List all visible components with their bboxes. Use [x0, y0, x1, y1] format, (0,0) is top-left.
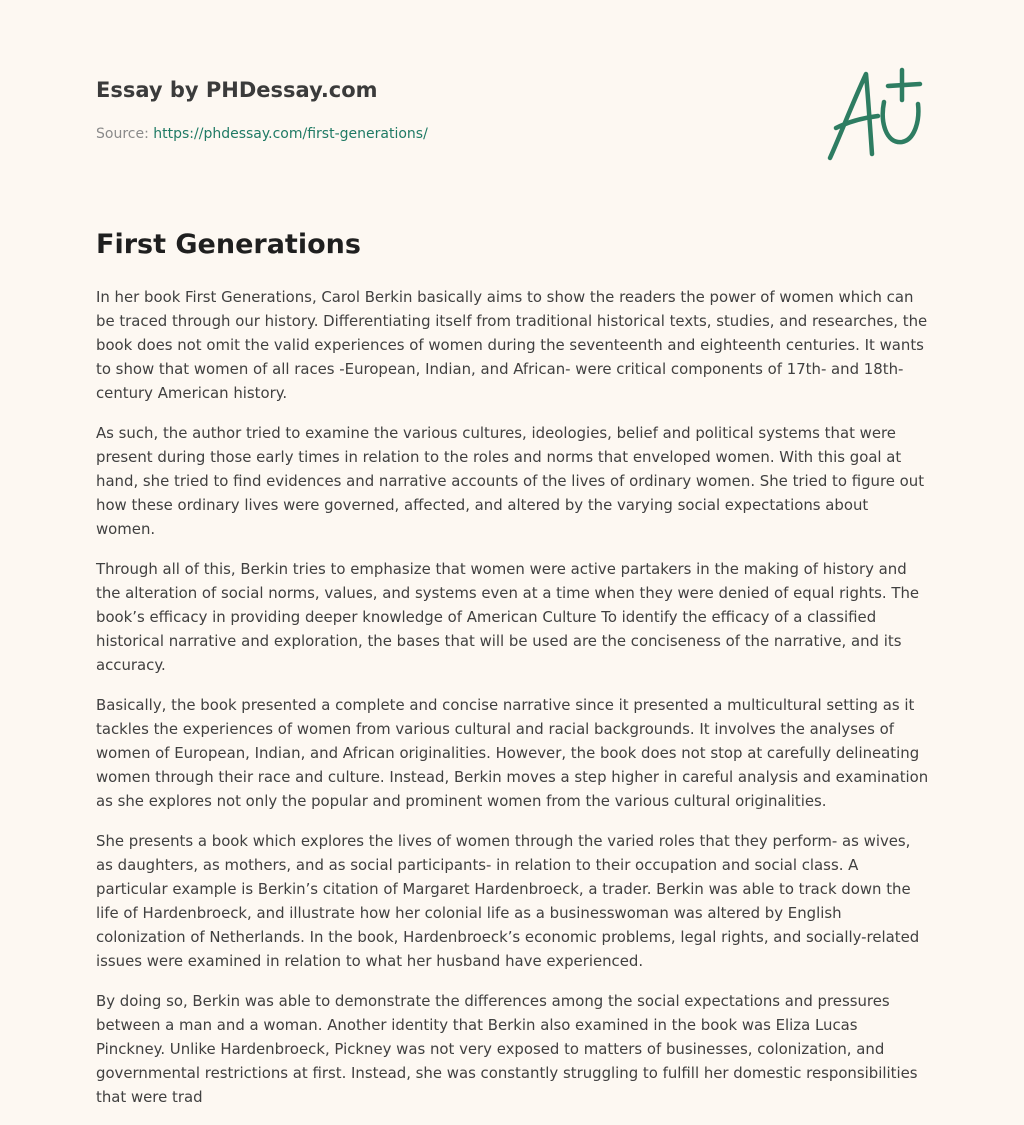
source-line	[96, 124, 696, 144]
article-title: First Generations	[96, 229, 361, 260]
a-plus-grade-icon	[822, 66, 926, 166]
article-paragraph: Through all of this, Berkin tries to emphasize that women were active partakers in the making of history and the alteration of social norms, values, and systems even at a time when they were denied of equal rights. The book’s efficacy in providing deeper knowledge of American Culture To identify the efficacy of a classified historical narrative and exploration, the bases that will be used are the conciseness of the narrative, and its accuracy.	[96, 560, 920, 674]
site-brand: Essay by PHDessay.com	[96, 78, 378, 102]
source-label: Source:	[96, 126, 149, 142]
page-header	[96, 76, 696, 144]
source-link[interactable]: https://phdessay.com/first-generations/	[153, 126, 428, 142]
article-paragraph: She presents a book which explores the lives of women through the varied roles that they perform- as wives, as daughters, as mothers, and as social participants- in relation to their occupation and social class. A particular example is Berkin’s citation of Margaret Hardenbroeck, a trader. Berkin was able to track down the life of Hardenbroeck, and illustrate how her colonial life as a businesswoman was altered by English colonization of Netherlands. In the book, Hardenbroeck’s economic problems, legal rights, and socially-related issues were examined in relation to what her husband have experienced.	[96, 832, 920, 970]
article-paragraph: As such, the author tried to examine the various cultures, ideologies, belief and political systems that were present during those early times in relation to the roles and norms that enveloped women. With this goal at hand, she tried to find evidences and narrative accounts of the lives of ordinary women. She tried to figure out how these ordinary lives were governed, affected, and altered by the varying social expectations about women.	[96, 424, 925, 538]
article-paragraph: Basically, the book presented a complete and concise narrative since it presented a multicultural setting as it tackles the experiences of women from various cultural and racial backgrounds. It involves the analyses of women of European, Indian, and African originalities. However, the book does not stop at carefully delineating women through their race and culture. Instead, Berkin moves a step higher in careful analysis and examination as she explores not only the popular and prominent women from the various cultural originalities.	[96, 696, 929, 810]
article-body	[96, 285, 930, 1125]
article-paragraph: By doing so, Berkin was able to demonstrate the differences among the social expectations and pressures between a man and a woman. Another identity that Berkin also examined in the book was Eliza Lucas Pinckney. Unlike Hardenbroeck, Pickney was not very exposed to matters of businesses, colonization, and governmental restrictions at first. Instead, she was constantly struggling to fulfill her domestic responsibilities that were trad	[96, 992, 918, 1106]
article-paragraph: In her book First Generations, Carol Berkin basically aims to show the readers the power of women which can be traced through our history. Differentiating itself from traditional historical texts, studies, and researches, the book does not omit the valid experiences of women during the seventeenth and eighteenth centuries. It wants to show that women of all races -European, Indian, and African- were critical components of 17th- and 18th-century American history.	[96, 288, 928, 402]
